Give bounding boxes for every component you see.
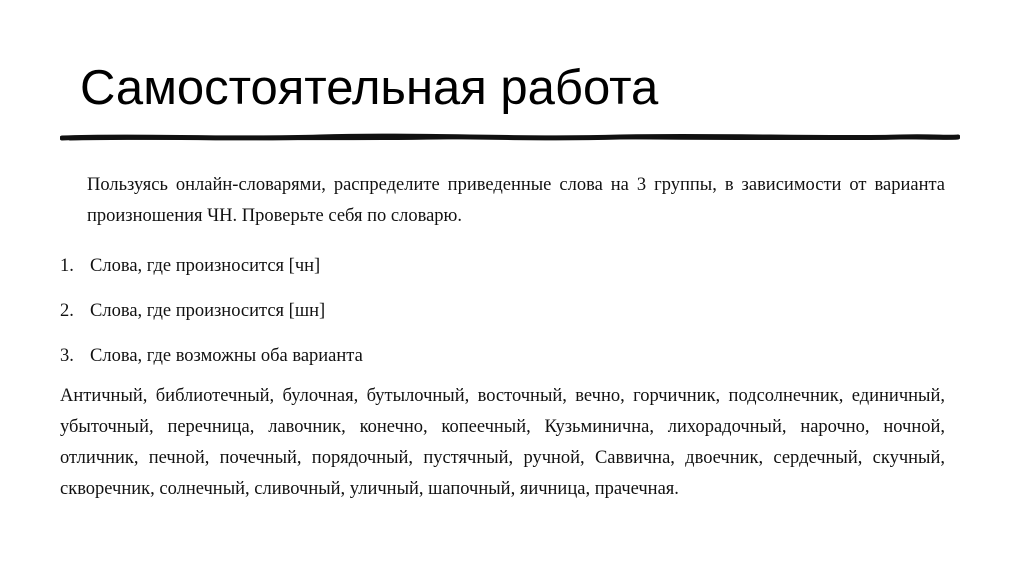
- group-number: 1.: [60, 256, 74, 276]
- group-label: Слова, где произносится [шн]: [90, 301, 326, 321]
- group-item: [60, 298, 460, 343]
- group-label: Слова, где произносится [чн]: [90, 256, 321, 276]
- group-number: 3.: [60, 346, 74, 366]
- group-item: [60, 253, 460, 298]
- word-list: Античный, библиотечный, булочная, бутылочный, восточный, вечно, горчичник, подсолнечник, единичный, убыточный, перечница, лавочник, конечно, копеечный, Кузьминична, лихорадочный, нарочно, ночной, отличник, печной, почечный, порядочный, пустячный, ручной, Саввична, двоечник, сердечный, скучный, скворечник, солнечный, сливочный, уличный, шапочный, яичница, прачечная.: [60, 386, 945, 499]
- slide-title: Самостоятельная работа: [80, 61, 659, 115]
- group-list: [60, 253, 460, 388]
- group-number: 2.: [60, 301, 74, 321]
- group-label: Слова, где возможны оба варианта: [90, 346, 363, 366]
- instruction-text: Пользуясь онлайн-словарями, распределите приведенные слова на 3 группы, в зависимости от варианта произношения ЧН. Проверьте себя по словарю.: [87, 175, 945, 226]
- title-underline: [60, 128, 960, 148]
